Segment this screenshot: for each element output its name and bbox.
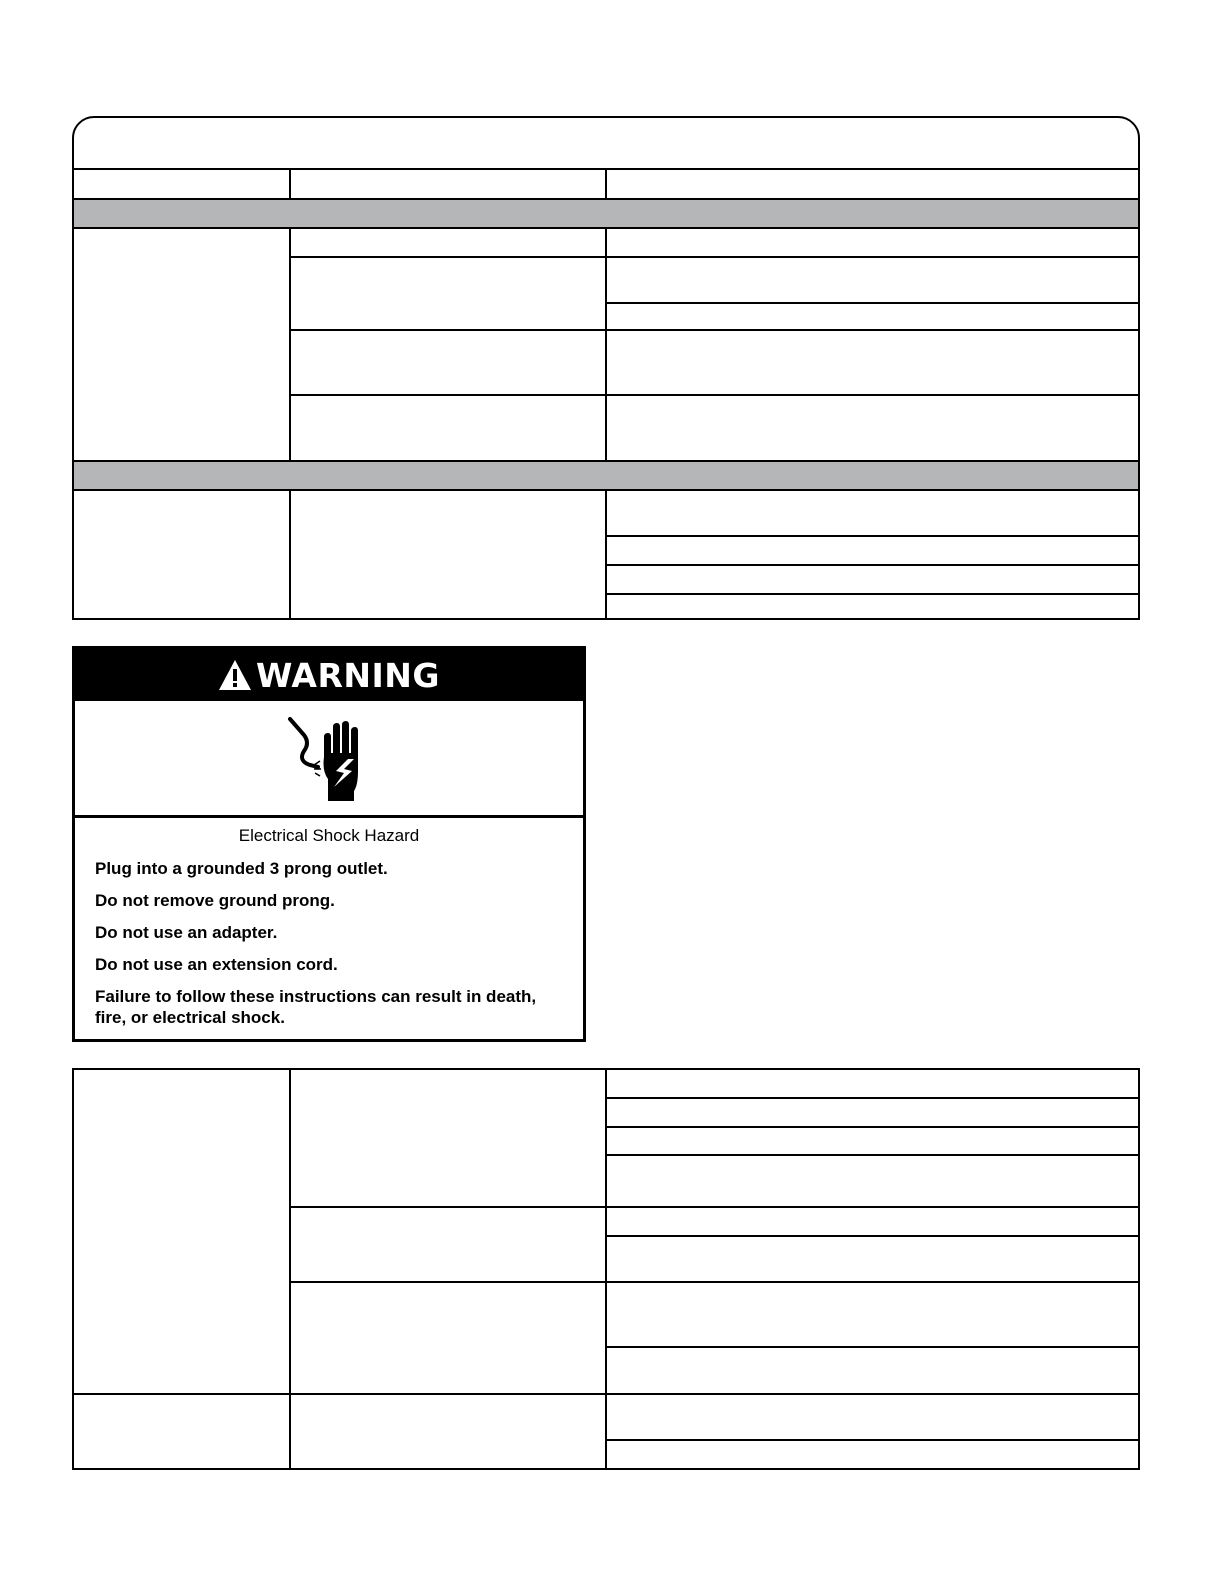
solution-cell	[607, 1208, 1138, 1237]
table-header-row	[74, 170, 1138, 200]
warning-instruction: Do not use an extension cord.	[95, 955, 338, 974]
cause-cell	[291, 258, 605, 331]
solution-cell	[607, 1099, 1138, 1128]
cause-cell	[291, 331, 605, 396]
warning-header	[75, 649, 583, 701]
solution-cell	[607, 1237, 1138, 1283]
cause-cell	[291, 396, 605, 460]
solution-cell	[607, 304, 1138, 331]
solution-column	[607, 491, 1138, 620]
solution-cell	[607, 1348, 1138, 1393]
solution-cell	[607, 229, 1138, 258]
problem-cell	[74, 229, 291, 460]
solution-cell	[607, 1156, 1138, 1208]
solution-cell	[607, 1395, 1138, 1441]
section-heading-2	[74, 462, 1138, 491]
cause-column	[291, 229, 607, 460]
solution-cell	[607, 595, 1138, 620]
solution-cell	[607, 1070, 1138, 1099]
cause-cell	[291, 229, 605, 258]
header-problem	[74, 170, 291, 198]
solution-cell	[607, 491, 1138, 537]
solution-cell	[607, 396, 1138, 460]
warning-instruction: Do not remove ground prong.	[95, 891, 335, 910]
warning-instruction: Failure to follow these instructions can result in death, fire, or electrical shock.	[95, 987, 537, 1027]
solution-column	[607, 229, 1138, 460]
cause-cell	[291, 491, 605, 620]
troubleshooting-table-top	[72, 116, 1140, 620]
table-title	[74, 118, 1138, 170]
warning-pictogram	[75, 701, 583, 818]
electrical-shock-hand-icon	[284, 713, 374, 803]
warning-body	[75, 818, 583, 1028]
solution-column	[607, 1395, 1138, 1470]
solution-cell	[607, 258, 1138, 304]
problem-cell	[74, 1395, 291, 1470]
electrical-shock-warning	[72, 646, 586, 1042]
table-row-group-3	[74, 1070, 1138, 1395]
hazard-title: Electrical Shock Hazard	[238, 826, 420, 845]
table-row-group-2	[74, 491, 1138, 620]
section-heading-1	[74, 200, 1138, 229]
warning-instruction: Do not use an adapter.	[95, 923, 278, 942]
cause-column	[291, 491, 607, 620]
cause-column	[291, 1070, 607, 1393]
warning-heading: WARNING	[256, 655, 440, 695]
solution-cell	[607, 537, 1138, 566]
cause-cell	[291, 1395, 605, 1470]
warning-triangle-icon	[218, 659, 252, 691]
cause-cell	[291, 1208, 605, 1283]
solution-column	[607, 1070, 1138, 1393]
warning-instruction: Plug into a grounded 3 prong outlet.	[95, 859, 388, 878]
solution-cell	[607, 1283, 1138, 1348]
solution-cell	[607, 331, 1138, 396]
solution-cell	[607, 1128, 1138, 1156]
problem-cell	[74, 1070, 291, 1393]
table-row-group-4	[74, 1395, 1138, 1470]
header-possible-causes	[291, 170, 607, 198]
cause-column	[291, 1395, 607, 1470]
solution-cell	[607, 1441, 1138, 1470]
troubleshooting-table-bottom	[72, 1068, 1140, 1470]
solution-cell	[607, 566, 1138, 595]
problem-cell	[74, 491, 291, 620]
header-solution	[607, 170, 1138, 198]
cause-cell	[291, 1283, 605, 1393]
cause-cell	[291, 1070, 605, 1208]
table-row-group-1	[74, 229, 1138, 462]
